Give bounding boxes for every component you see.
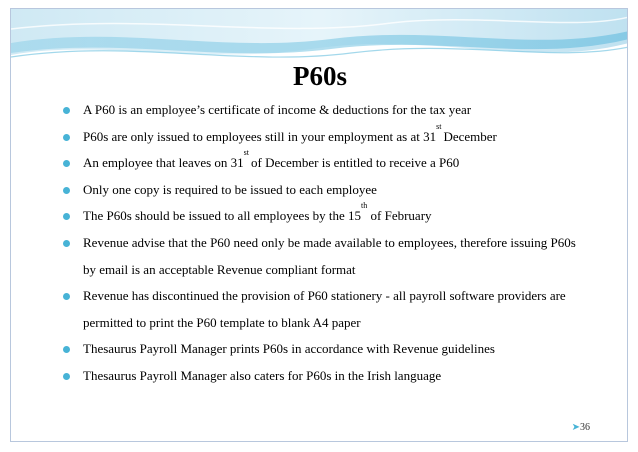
bullet-text: A P60 is an employee’s certificate of income & deductions for the tax year — [83, 102, 472, 117]
bullet-dot-icon — [63, 213, 70, 220]
bullet-item — [11, 203, 628, 230]
bullet-item — [11, 283, 628, 336]
arrow-bullet-icon: ➤ — [571, 422, 580, 433]
bullet-item — [11, 150, 628, 177]
page-number — [572, 422, 590, 433]
bullet-dot-icon — [63, 187, 70, 194]
bullet-text: P60s are only issued to employees still in your employment as at 31 — [83, 128, 437, 144]
bullet-text: An employee that leaves on 31 — [83, 155, 244, 171]
bullet-dot-icon — [63, 346, 70, 353]
bullet-text: Revenue has discontinued the provision of P60 stationery - all payroll software providers are permitted to print the P60 template to blank A4 paper — [83, 288, 566, 330]
bullet-item — [11, 230, 628, 283]
bullet-item — [11, 177, 628, 204]
bullet-item — [11, 336, 628, 363]
page-number-value: 36 — [580, 422, 590, 433]
bullet-item — [11, 121, 628, 151]
bullet-text: Revenue advise that the P60 need only be made available to employees, therefore issuing P60s by email is an acceptable Revenue compliant format — [83, 234, 576, 277]
bullet-superscript: st — [436, 121, 444, 131]
bullet-dot-icon — [63, 240, 70, 247]
bullet-text: The P60s should be issued to all employees by the 15 — [83, 208, 362, 224]
bullet-list — [11, 97, 628, 390]
bullet-superscript: st — [243, 148, 251, 158]
bullet-dot-icon — [63, 293, 70, 300]
slide-title: P60s — [293, 61, 347, 91]
slide — [10, 8, 628, 442]
bullet-item — [11, 97, 628, 124]
bullet-dot-icon — [63, 160, 70, 167]
bullet-text: of February — [367, 208, 432, 224]
bullet-dot-icon — [63, 107, 70, 114]
bullet-dot-icon — [63, 373, 70, 380]
bullet-superscript: th — [361, 201, 368, 211]
bullet-item — [11, 363, 628, 390]
bullet-text: Thesaurus Payroll Manager prints P60s in accordance with Revenue guidelines — [83, 341, 495, 357]
bullet-text: Only one copy is required to be issued to each employee — [83, 181, 377, 197]
bullet-text: December — [443, 128, 497, 144]
bullet-text: Thesaurus Payroll Manager also caters for P60s in the Irish language — [83, 367, 442, 383]
bullet-text: of December is entitled to receive a P60 — [251, 155, 460, 171]
bullet-dot-icon — [63, 134, 70, 141]
